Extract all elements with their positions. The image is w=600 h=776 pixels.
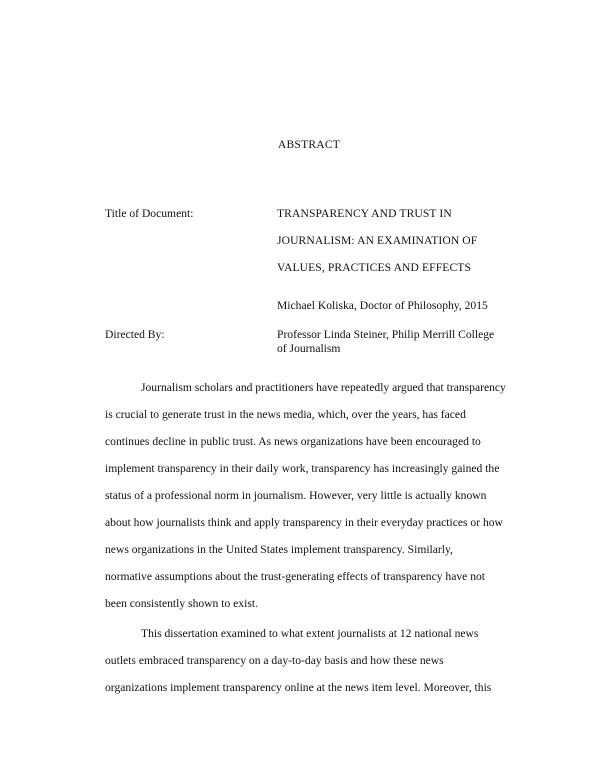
paragraph-line: organizations implement transparency online at the news item level. Moreover, this <box>105 681 492 694</box>
abstract-paragraph-2 <box>105 620 515 701</box>
directed-by-line-2: of Journalism <box>277 342 341 355</box>
paragraph-line: continues decline in public trust. As news organizations have been encouraged to <box>105 435 481 448</box>
directed-by-line-1: Professor Linda Steiner, Philip Merrill College <box>277 328 495 341</box>
abstract-paragraph-1 <box>105 374 515 617</box>
paragraph-line: been consistently shown to exist. <box>105 597 258 610</box>
abstract-heading: ABSTRACT <box>277 138 341 151</box>
paragraph-line: implement transparency in their daily work, transparency has increasingly gained the <box>105 462 500 475</box>
directed-by-label: Directed By: <box>105 328 165 341</box>
paragraph-line: status of a professional norm in journalism. However, very little is actually known <box>105 489 487 502</box>
title-of-document-label: Title of Document: <box>105 207 194 220</box>
paragraph-line: about how journalists think and apply transparency in their everyday practices or how <box>105 516 503 529</box>
paragraph-line: is crucial to generate trust in the news media, which, over the years, has faced <box>105 408 466 421</box>
author-line: Michael Koliska, Doctor of Philosophy, 2015 <box>277 299 488 312</box>
paragraph-line: outlets embraced transparency on a day-to-day basis and how these news <box>105 654 444 667</box>
document-title-line-2: JOURNALISM: AN EXAMINATION OF <box>277 234 478 247</box>
paragraph-line: Journalism scholars and practitioners have repeatedly argued that transparency <box>141 381 506 394</box>
paragraph-line: news organizations in the United States implement transparency. Similarly, <box>105 543 453 556</box>
document-title-line-3: VALUES, PRACTICES AND EFFECTS <box>277 261 472 274</box>
paragraph-line: This dissertation examined to what extent journalists at 12 national news <box>141 627 479 640</box>
paragraph-line: normative assumptions about the trust-generating effects of transparency have not <box>105 570 486 583</box>
document-title-line-1: TRANSPARENCY AND TRUST IN <box>277 207 452 220</box>
